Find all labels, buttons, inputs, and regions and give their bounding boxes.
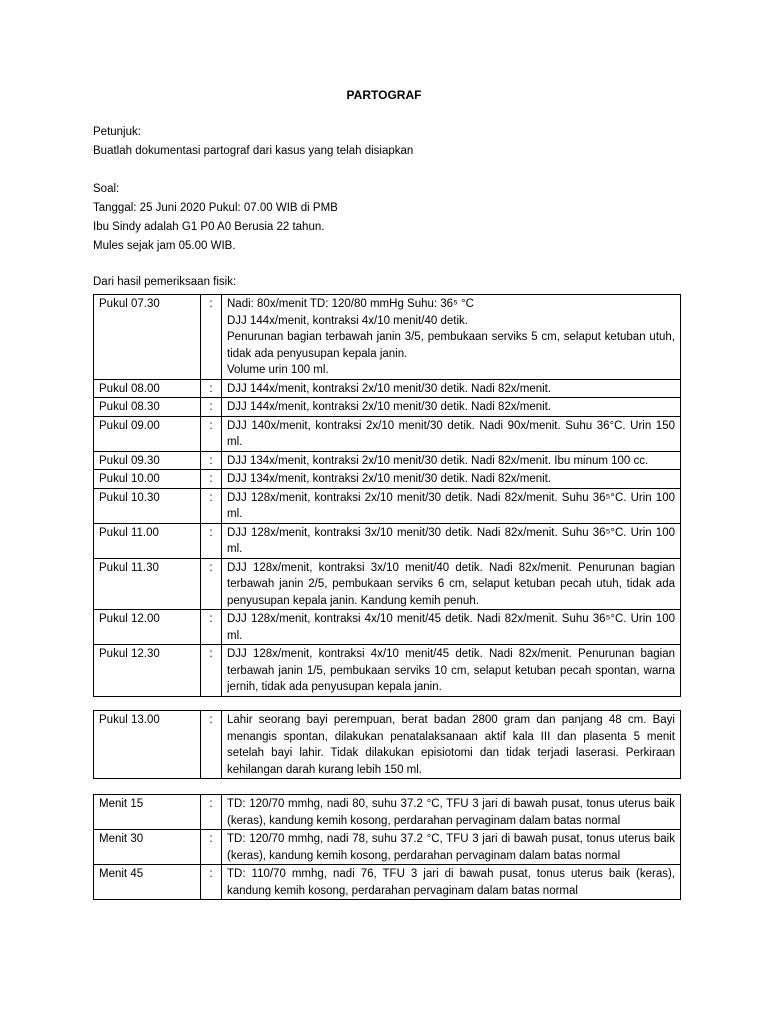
row-separator: :	[201, 523, 222, 558]
row-time: Menit 45	[94, 865, 201, 900]
observation-line: Nadi: 80x/menit TD: 120/80 mmHg Suhu: 36⁵ °C	[227, 298, 474, 310]
row-time: Pukul 07.30	[94, 295, 201, 380]
row-observation	[222, 830, 681, 865]
table-row	[94, 558, 681, 610]
row-separator: :	[201, 645, 222, 697]
birth-table	[93, 710, 681, 779]
table-row	[94, 711, 681, 779]
table-row	[94, 830, 681, 865]
table-row	[94, 295, 681, 380]
table-row	[94, 488, 681, 523]
row-separator: :	[201, 398, 222, 417]
row-time: Pukul 12.00	[94, 610, 201, 645]
observation-line: DJJ 144x/menit, kontraksi 2x/10 menit/30 detik. Nadi 82x/menit.	[227, 382, 552, 395]
row-time: Pukul 09.00	[94, 416, 201, 451]
observation-line: DJJ 144x/menit, kontraksi 2x/10 menit/30 detik. Nadi 82x/menit.	[227, 401, 552, 413]
petunjuk-text: Buatlah dokumentasi partograf dari kasus yang telah disiapkan	[93, 145, 414, 157]
observation-line: TD: 110/70 mmhg, nadi 76, TFU 3 jari di bawah pusat, tonus uterus baik (keras), kandung kemih kosong, perdarahan pervaginam dalam batas normal	[227, 868, 675, 897]
petunjuk-heading: Petunjuk:	[93, 126, 141, 138]
row-observation	[222, 865, 681, 900]
table-row	[94, 451, 681, 470]
observation-line: DJJ 144x/menit, kontraksi 4x/10 menit/40 detik.	[227, 314, 468, 327]
row-observation	[222, 470, 681, 489]
row-time: Pukul 10.30	[94, 488, 201, 523]
row-time: Pukul 11.00	[94, 523, 201, 558]
row-observation	[222, 610, 681, 645]
soal-line: Tanggal: 25 Juni 2020 Pukul: 07.00 WIB di PMB	[93, 202, 338, 214]
table-row	[94, 398, 681, 417]
row-time: Pukul 12.30	[94, 645, 201, 697]
row-observation	[222, 295, 681, 380]
examination-table	[93, 294, 681, 697]
observation-line: Volume urin 100 ml.	[227, 364, 329, 376]
row-observation	[222, 523, 681, 558]
postpartum-table	[93, 794, 681, 900]
observation-line: Lahir seorang bayi perempuan, berat badan 2800 gram dan panjang 48 cm. Bayi menangis spontan, dilakukan penatalaksanaan aktif kala III dan plasenta 5 menit setelah bayi lahir. Tidak dilakukan episiotomi dan tidak terjadi laserasi. Perkiraan kehilangan darah kurang lebih 150 ml.	[227, 714, 675, 776]
row-time: Menit 15	[94, 795, 201, 830]
soal-heading: Soal:	[93, 183, 120, 195]
observation-line: Penurunan bagian terbawah janin 3/5, pembukaan serviks 5 cm, selaput ketuban utuh, tidak ada penyusupan kepala janin.	[227, 331, 675, 360]
observation-line: DJJ 128x/menit, kontraksi 3x/10 menit/40 detik. Nadi 82x/menit. Penurunan bagian terbawah janin 2/5, pembukaan serviks 6 cm, selaput ketuban pecah utuh, tidak ada penyusupan kepala janin. Kandung kemih penuh.	[227, 561, 675, 607]
row-separator: :	[201, 451, 222, 470]
row-separator: :	[201, 795, 222, 830]
row-separator: :	[201, 558, 222, 610]
table-row	[94, 523, 681, 558]
row-separator: :	[201, 295, 222, 380]
row-time: Pukul 11.30	[94, 558, 201, 610]
row-separator: :	[201, 470, 222, 489]
row-time: Pukul 10.00	[94, 470, 201, 489]
row-separator: :	[201, 488, 222, 523]
row-separator: :	[201, 610, 222, 645]
row-observation	[222, 451, 681, 470]
document-title: PARTOGRAF	[346, 88, 422, 102]
row-separator: :	[201, 711, 222, 779]
observation-line: DJJ 134x/menit, kontraksi 2x/10 menit/30 detik. Nadi 82x/menit. Ibu minum 100 cc.	[227, 454, 649, 467]
row-observation	[222, 711, 681, 779]
row-time: Pukul 13.00	[94, 711, 201, 779]
row-separator: :	[201, 865, 222, 900]
observation-line: DJJ 128x/menit, kontraksi 3x/10 menit/30 detik. Nadi 82x/menit. Suhu 36⁵°C. Urin 100 ml.	[227, 526, 675, 555]
table-row	[94, 865, 681, 900]
soal-line: Ibu Sindy adalah G1 P0 A0 Berusia 22 tahun.	[93, 221, 325, 233]
observation-line: TD: 120/70 mmhg, nadi 78, suhu 37.2 °C, TFU 3 jari di bawah pusat, tonus uterus baik (keras), kandung kemih kosong, perdarahan pervaginam dalam batas normal	[227, 833, 675, 862]
row-observation	[222, 795, 681, 830]
row-time: Menit 30	[94, 830, 201, 865]
observation-line: DJJ 128x/menit, kontraksi 2x/10 menit/30 detik. Nadi 82x/menit. Suhu 36⁵°C. Urin 100 ml.	[227, 491, 675, 520]
row-observation	[222, 488, 681, 523]
row-observation	[222, 398, 681, 417]
observation-line: DJJ 134x/menit, kontraksi 2x/10 menit/30 detik. Nadi 82x/menit.	[227, 473, 552, 485]
table-row	[94, 379, 681, 398]
table-row	[94, 610, 681, 645]
row-time: Pukul 08.00	[94, 379, 201, 398]
observation-line: TD: 120/70 mmhg, nadi 80, suhu 37.2 °C, TFU 3 jari di bawah pusat, tonus uterus baik (keras), kandung kemih kosong, perdarahan pervaginam dalam batas normal	[227, 798, 675, 827]
soal-line: Mules sejak jam 05.00 WIB.	[93, 240, 236, 252]
observation-line: DJJ 128x/menit, kontraksi 4x/10 menit/45 detik. Nadi 82x/menit. Penurunan bagian terbawah janin 1/5, pembukaan serviks 10 cm, selaput ketuban pecah spontan, warna jernih, tidak ada penyusupan kepala janin.	[227, 648, 675, 693]
row-observation	[222, 379, 681, 398]
row-separator: :	[201, 830, 222, 865]
row-time: Pukul 08.30	[94, 398, 201, 417]
table-row	[94, 416, 681, 451]
table-row	[94, 795, 681, 830]
row-observation	[222, 645, 681, 697]
row-observation	[222, 558, 681, 610]
row-separator: :	[201, 416, 222, 451]
row-time: Pukul 09.30	[94, 451, 201, 470]
table-row	[94, 470, 681, 489]
pemeriksaan-heading: Dari hasil pemeriksaan fisik:	[93, 276, 237, 288]
table-row	[94, 645, 681, 697]
row-observation	[222, 416, 681, 451]
observation-line: DJJ 128x/menit, kontraksi 4x/10 menit/45 detik. Nadi 82x/menit. Suhu 36⁵°C. Urin 100 ml.	[227, 613, 675, 642]
row-separator: :	[201, 379, 222, 398]
observation-line: DJJ 140x/menit, kontraksi 2x/10 menit/30 detik. Nadi 90x/menit. Suhu 36°C. Urin 150 ml.	[227, 419, 675, 448]
